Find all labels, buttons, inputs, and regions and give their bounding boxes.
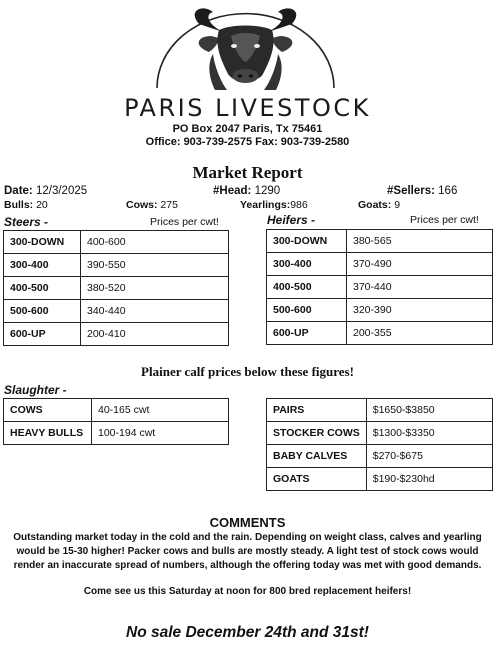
heifers-weight: 400-500: [267, 276, 347, 299]
steers-weight: 500-600: [4, 300, 81, 323]
slaughter-label: HEAVY BULLS: [4, 422, 92, 445]
other-label: PAIRS: [267, 399, 367, 422]
date-value: 12/3/2025: [35, 185, 88, 197]
heifers-price: 320-390: [347, 299, 493, 322]
heifers-weight: 500-600: [267, 299, 347, 322]
table-row: [4, 254, 229, 277]
report-goats: [358, 199, 400, 211]
other-price: $1650-$3850: [366, 399, 492, 422]
heifers-price: 200-355: [347, 322, 493, 345]
report-head: [213, 185, 280, 197]
steers-weight: 400-500: [4, 277, 81, 300]
table-row: [4, 277, 229, 300]
heifers-weight: 300-DOWN: [267, 230, 347, 253]
steers-price: 400-600: [81, 231, 229, 254]
head-value: 1290: [254, 185, 281, 197]
table-row: [267, 230, 493, 253]
heifers-table: [266, 229, 493, 345]
table-row: [4, 422, 229, 445]
promo-note: Come see us this Saturday at noon for 800 bred replacement heifers!: [83, 586, 412, 597]
report-sellers: [387, 185, 457, 197]
other-price: $270-$675: [366, 445, 492, 468]
steers-price: 340-440: [81, 300, 229, 323]
slaughter-price: 100-194 cwt: [92, 422, 229, 445]
cows-label: Cows:: [126, 199, 158, 211]
table-row: [4, 323, 229, 346]
company-name: PARIS LIVESTOCK: [124, 94, 371, 122]
table-row: [267, 322, 493, 345]
heifers-price: 370-490: [347, 253, 493, 276]
plainer-calf-note: Plainer calf prices below these figures!: [141, 364, 354, 379]
bulls-value: 20: [36, 199, 48, 211]
steers-heading: Steers -: [4, 215, 49, 229]
table-row: [267, 468, 493, 491]
steers-price: 380-520: [81, 277, 229, 300]
slaughter-heading: Slaughter -: [4, 383, 67, 397]
report-yearlings: [240, 199, 308, 211]
table-row: [267, 276, 493, 299]
company-address: PO Box 2047 Paris, Tx 75461: [172, 123, 323, 135]
table-row: [4, 300, 229, 323]
heifers-weight: 600-UP: [267, 322, 347, 345]
table-row: [267, 253, 493, 276]
bull-head-logo-icon: [153, 2, 338, 92]
other-prices-table: [266, 398, 493, 491]
other-label: GOATS: [267, 468, 367, 491]
table-row: [267, 422, 493, 445]
slaughter-label: COWS: [4, 399, 92, 422]
table-row: [4, 231, 229, 254]
sellers-value: 166: [438, 185, 458, 197]
date-label: Date:: [4, 185, 33, 197]
goats-label: Goats:: [358, 199, 392, 211]
other-label: BABY CALVES: [267, 445, 367, 468]
bulls-label: Bulls:: [4, 199, 34, 211]
cows-value: 275: [160, 199, 178, 211]
other-price: $1300-$3350: [366, 422, 492, 445]
head-label: #Head:: [213, 185, 252, 197]
table-row: [267, 399, 493, 422]
heifers-price: 380-565: [347, 230, 493, 253]
comments-heading: COMMENTS: [209, 515, 286, 530]
other-price: $190-$230hd: [366, 468, 492, 491]
slaughter-table: [3, 398, 229, 445]
report-bulls: [4, 199, 48, 211]
steers-price: 390-550: [81, 254, 229, 277]
steers-weight: 300-400: [4, 254, 81, 277]
heifers-price: 370-440: [347, 276, 493, 299]
report-title: Market Report: [192, 163, 303, 182]
company-phones: Office: 903-739-2575 Fax: 903-739-2580: [145, 136, 350, 148]
table-row: [267, 445, 493, 468]
heifers-heading: Heifers -: [267, 213, 316, 227]
heifers-weight: 300-400: [267, 253, 347, 276]
yearlings-label: Yearlings:: [240, 199, 291, 211]
goats-value: 9: [394, 199, 401, 211]
steers-price-note: Prices per cwt!: [150, 216, 219, 228]
other-label: STOCKER COWS: [267, 422, 367, 445]
closing-note: No sale December 24th and 31st!: [126, 624, 369, 641]
steers-table: [3, 230, 229, 346]
steers-weight: 600-UP: [4, 323, 81, 346]
slaughter-price: 40-165 cwt: [92, 399, 229, 422]
steers-price: 200-410: [81, 323, 229, 346]
comments-body: Outstanding market today in the cold and the rain. Depending on weight class, calves and yearling would be 15-30 higher! Packer cows and bulls are mostly steady. A light test of stock cows would render an inaccurate spread of numbers, although the offering today was met with good demands.: [13, 532, 482, 571]
steers-weight: 300-DOWN: [4, 231, 81, 254]
table-row: [4, 399, 229, 422]
report-cows: [126, 199, 178, 211]
heifers-price-note: Prices per cwt!: [410, 214, 479, 226]
yearlings-value: 986: [290, 199, 308, 211]
report-date: [4, 185, 87, 197]
table-row: [267, 299, 493, 322]
sellers-label: #Sellers:: [387, 185, 435, 197]
